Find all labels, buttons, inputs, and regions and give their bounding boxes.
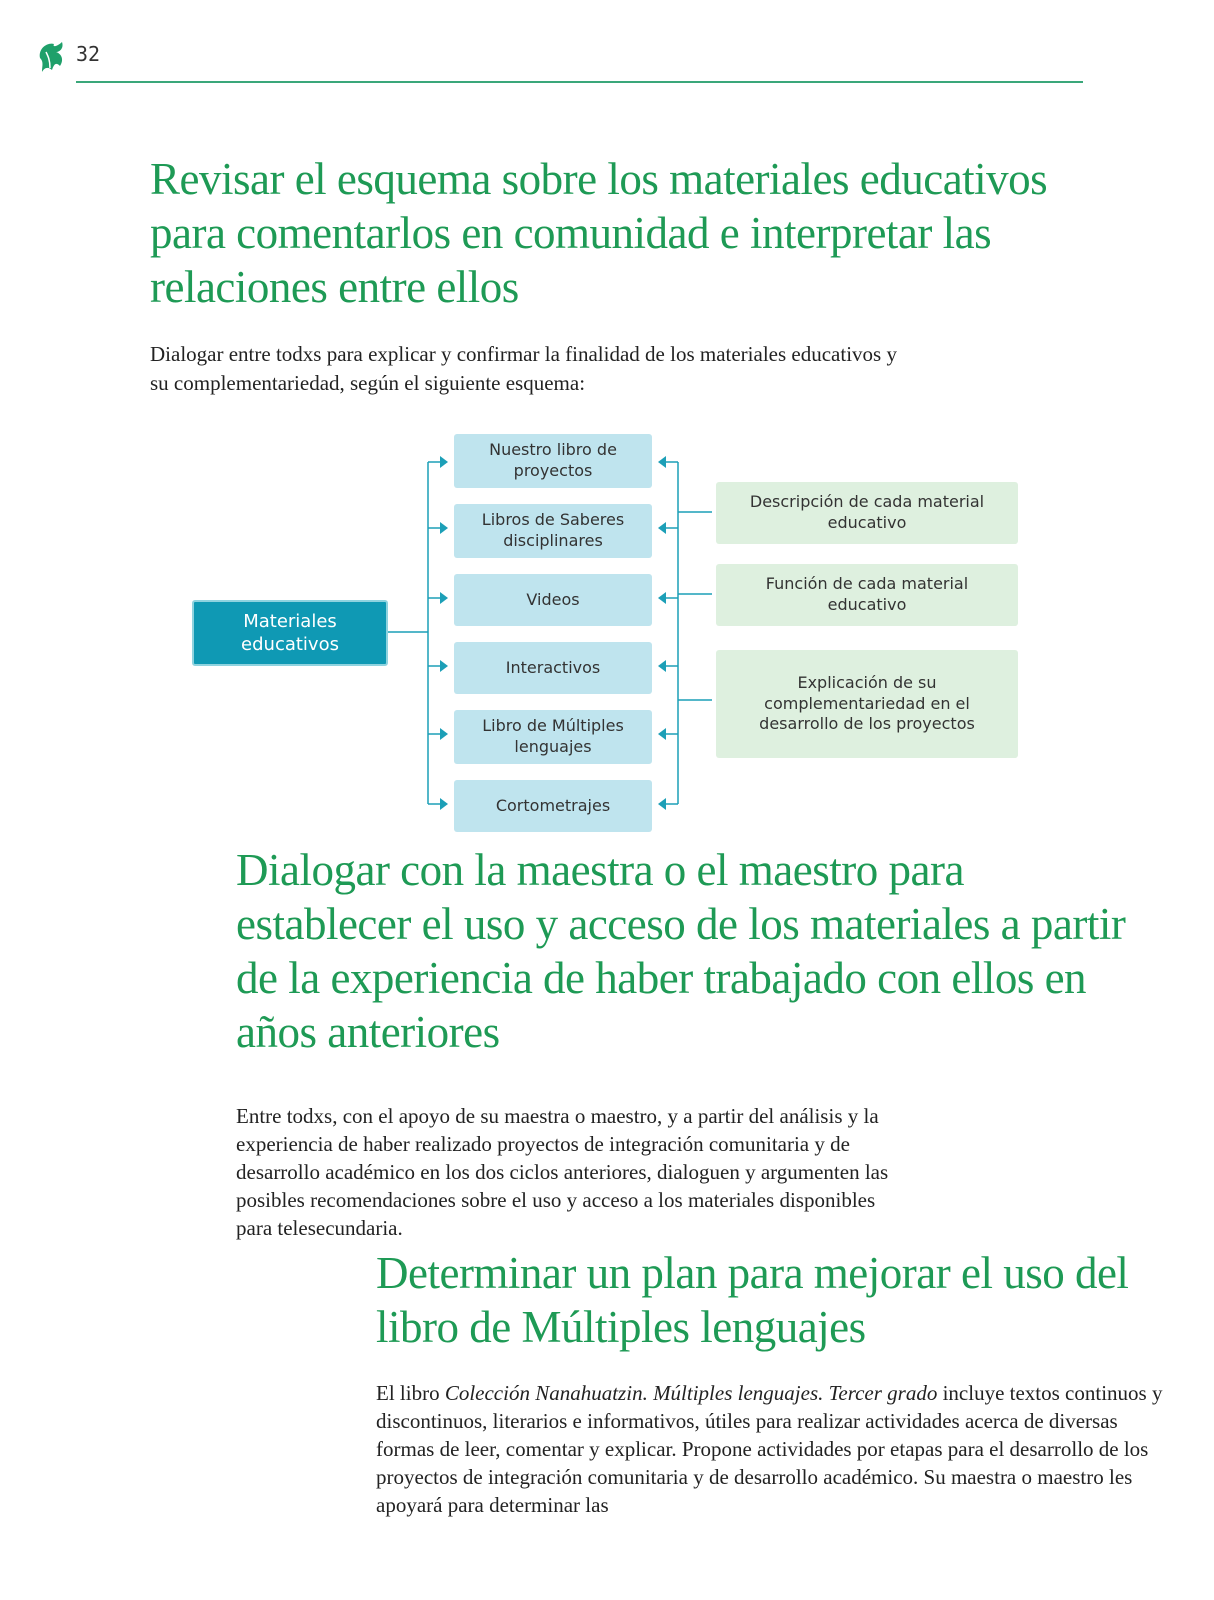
page-number: 32	[76, 42, 101, 66]
body-suffix: incluye textos continuos y discontinuos, literarios e informativos, útiles para realizar actividades acerca de diversas formas de leer, comentar y explicar. Propone actividades por etapas para el desarrollo de los proyectos de integración comunitaria y de desarrollo académico. Su maestra o maestro les apoyará para determinar las	[376, 1381, 1163, 1517]
aspect-node-complementariedad: Explicación de su complementariedad en el desarrollo de los proyectos	[716, 650, 1018, 758]
aspect-node-funcion: Función de cada material educativo	[716, 564, 1018, 626]
section-body-esquema: Dialogar entre todxs para explicar y confirmar la finalidad de los materiales educativos y su complementariedad, según el siguiente esquema:	[150, 342, 897, 395]
header-rule	[76, 81, 1083, 83]
body-prefix: El libro	[376, 1381, 445, 1405]
material-node: Nuestro libro de proyectos	[454, 434, 652, 488]
section-title-esquema: Revisar el esquema sobre los materiales educativos para comentarlos en comunidad e interpretar las relaciones entre ellos	[150, 154, 1048, 312]
root-node-materiales: Materiales educativos	[192, 600, 388, 666]
section-body-plan	[376, 1379, 1166, 1519]
material-node: Libro de Múltiples lenguajes	[454, 710, 652, 764]
material-node: Cortometrajes	[454, 780, 652, 832]
book-title-italic: Colección Nanahuatzin. Múltiples lenguajes. Tercer grado	[444, 1381, 938, 1405]
aspect-node-descripcion: Descripción de cada material educativo	[716, 482, 1018, 544]
material-node: Interactivos	[454, 642, 652, 694]
material-node: Libros de Saberes disciplinares	[454, 504, 652, 558]
section-title-dialogar: Dialogar con la maestra o el maestro para establecer el uso y acceso de los materiales a partir de la experiencia de haber trabajado con ellos en años anteriores	[236, 845, 1126, 1057]
section-body-dialogar: Entre todxs, con el apoyo de su maestra o maestro, y a partir del análisis y la experiencia de haber realizado proyectos de integración comunitaria y de desarrollo académico en los dos ciclos anteriores, dialoguen y argumenten las posibles recomendaciones sobre el uso y acceso a los materiales disponibles para telesecundaria.	[236, 1104, 889, 1240]
section-title-plan: Determinar un plan para mejorar el uso del libro de Múltiples lenguajes	[376, 1248, 1129, 1352]
leaf-logo-icon	[36, 38, 68, 74]
material-node: Videos	[454, 574, 652, 626]
